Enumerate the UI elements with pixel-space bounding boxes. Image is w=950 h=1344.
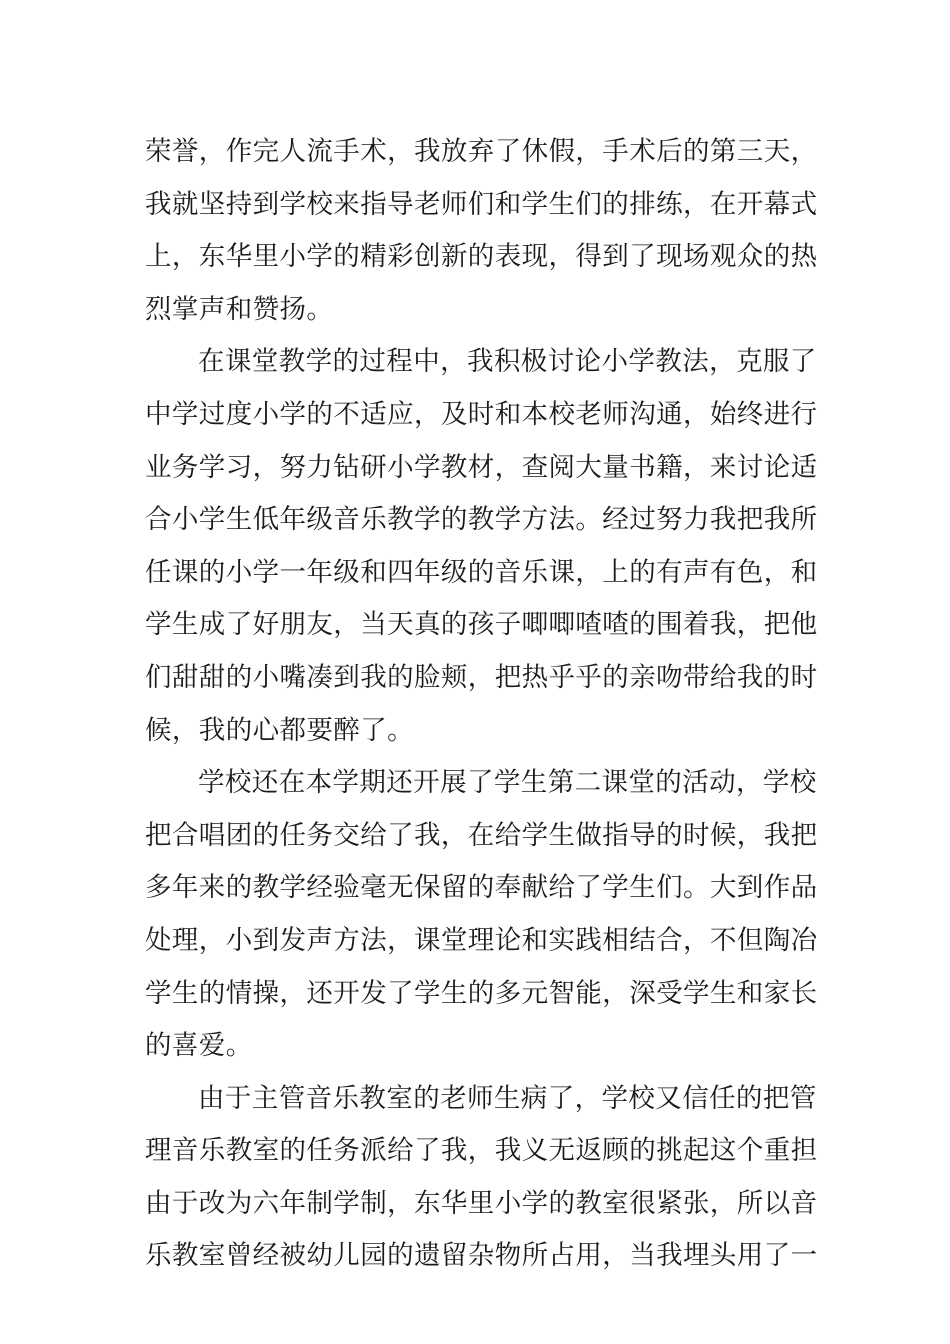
text-line: 合小学生低年级音乐教学的教学方法。经过努力我把我所 [145,504,818,536]
text-line: 中学过度小学的不适应，及时和本校老师沟通，始终进行 [145,398,818,430]
text-line: 理音乐教室的任务派给了我，我义无返顾的挑起这个重担 [145,1135,818,1167]
text-line: 在课堂教学的过程中，我积极讨论小学教法，克服了 [198,346,817,378]
text-line: 学生的情操，还开发了学生的多元智能，深受学生和家长 [145,977,818,1009]
text-line: 由于主管音乐教室的老师生病了，学校又信任的把管 [198,1082,817,1114]
text-line: 我就坚持到学校来指导老师们和学生们的排练，在开幕式 [145,188,818,220]
text-line: 任课的小学一年级和四年级的音乐课，上的有声有色，和 [145,556,818,588]
text-line: 学生成了好朋友，当天真的孩子唧唧喳喳的围着我，把他 [145,609,818,641]
paragraph [145,757,818,1073]
text-line: 候，我的心都要醉了。 [145,714,414,746]
body-text [145,126,818,1283]
text-line: 烈掌声和赞扬。 [145,293,334,325]
paragraph [145,1073,818,1283]
text-line: 上，东华里小学的精彩创新的表现，得到了现场观众的热 [145,241,818,273]
text-line: 把合唱团的任务交给了我，在给学生做指导的时候，我把 [145,819,818,851]
text-line: 学校还在本学期还开展了学生第二课堂的活动，学校 [198,767,817,799]
text-line: 的喜爱。 [145,1030,253,1062]
paragraph [145,126,818,336]
text-line: 处理，小到发声方法，课堂理论和实践相结合，不但陶冶 [145,924,818,956]
text-line: 荣誉，作完人流手术，我放弃了休假，手术后的第三天， [145,136,818,167]
text-line: 们甜甜的小嘴凑到我的脸颊，把热乎乎的亲吻带给我的时 [145,661,818,693]
text-line: 业务学习，努力钻研小学教材，查阅大量书籍，来讨论适 [145,451,818,483]
text-line: 乐教室曾经被幼儿园的遗留杂物所占用，当我埋头用了一 [145,1240,818,1272]
text-line: 多年来的教学经验毫无保留的奉献给了学生们。大到作品 [145,872,818,904]
text-line: 由于改为六年制学制，东华里小学的教室很紧张，所以音 [145,1187,818,1219]
paragraph [145,336,818,757]
